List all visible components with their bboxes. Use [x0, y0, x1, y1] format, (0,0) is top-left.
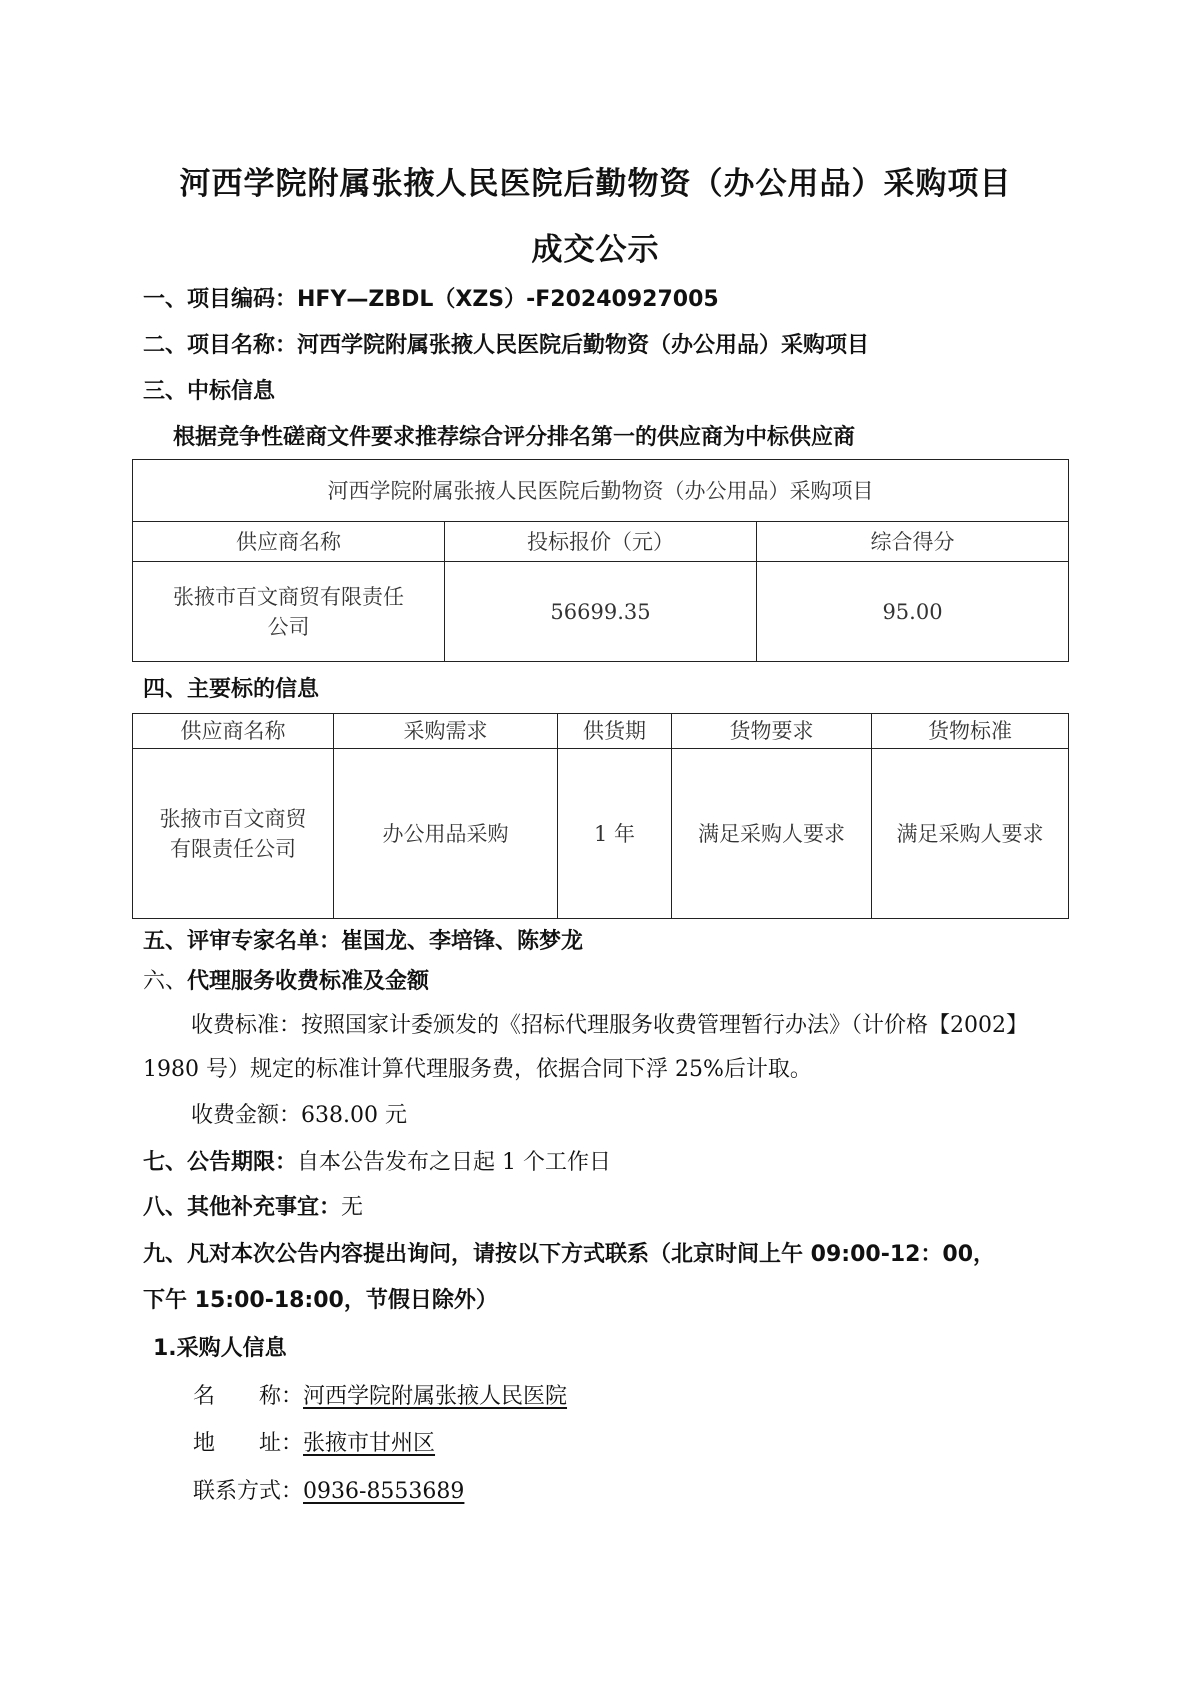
agency-fee-heading [143, 967, 429, 997]
header-requirement: 货物要求 [672, 714, 872, 749]
agency-fee-label: 代理服务收费标准及金额 [187, 969, 430, 994]
table-header-row [133, 522, 1069, 562]
project-name-value: 河西学院附属张掖人民医院后勤物资（办公用品）采购项目 [297, 333, 870, 358]
notice-period-line [143, 1148, 611, 1178]
cell-score: 95.00 [757, 562, 1069, 662]
bid-result-table [132, 459, 1069, 662]
other-matters-value: 无 [341, 1195, 364, 1220]
notice-period-value: 自本公告发布之日起 1 个工作日 [297, 1150, 611, 1175]
purchaser-contact-label: 联系方式： [193, 1479, 304, 1504]
header-demand: 采购需求 [334, 714, 558, 749]
document-subtitle: 成交公示 [531, 232, 660, 268]
other-matters-label: 八、其他补充事宜： [143, 1195, 342, 1220]
fee-standard-line1: 收费标准：按照国家计委颁发的《招标代理服务收费管理暂行办法》（计价格【2002】 [191, 1013, 1028, 1038]
table-row [133, 562, 1069, 662]
header-supplier: 供应商名称 [133, 522, 445, 562]
cell-supplier-line1: 张掖市百文商贸有限责任 [173, 584, 404, 609]
cell-supplier-line2: 有限责任公司 [170, 836, 296, 861]
purchaser-info-heading: 1.采购人信息 [153, 1336, 287, 1361]
project-code-value: HFY—ZBDL（XZS）-F20240927005 [297, 287, 719, 312]
bid-info-intro: 根据竞争性磋商文件要求推荐综合评分排名第一的供应商为中标供应商 [173, 425, 856, 450]
purchaser-address-line [193, 1429, 435, 1459]
fee-standard-line2: 1980 号）规定的标准计算代理服务费，依据合同下浮 25%后计取。 [143, 1057, 812, 1082]
purchaser-contact-line [193, 1477, 464, 1507]
header-score: 综合得分 [757, 522, 1069, 562]
contact-intro-line2: 下午 15:00-18:00，节假日除外） [143, 1288, 498, 1313]
cell-period: 1 年 [558, 749, 672, 919]
cell-supplier-line2: 公司 [267, 614, 310, 639]
cell-bid-price: 56699.35 [445, 562, 757, 662]
header-bid-price: 投标报价（元） [445, 522, 757, 562]
project-name-line [143, 331, 869, 361]
cell-supplier-line1: 张掖市百文商贸 [159, 806, 307, 831]
project-name-label: 二、项目名称： [143, 333, 298, 358]
header-period: 供货期 [558, 714, 672, 749]
table-caption: 河西学院附属张掖人民医院后勤物资（办公用品）采购项目 [133, 460, 1069, 522]
experts-line [143, 927, 583, 957]
fee-amount: 收费金额：638.00 元 [191, 1103, 407, 1128]
notice-period-label: 七、公告期限： [143, 1150, 298, 1175]
purchaser-address-label: 地 址： [193, 1431, 304, 1456]
purchaser-contact-value: 0936-8553689 [303, 1479, 465, 1504]
cell-supplier [133, 749, 334, 919]
table-caption-row [133, 460, 1069, 522]
cell-demand: 办公用品采购 [334, 749, 558, 919]
experts-label: 五、评审专家名单： [143, 929, 342, 954]
purchaser-name-line [193, 1382, 567, 1412]
purchaser-address-value: 张掖市甘州区 [303, 1431, 436, 1456]
purchaser-name-label: 名 称： [193, 1384, 304, 1409]
document-title: 河西学院附属张掖人民医院后勤物资（办公用品）采购项目 [179, 166, 1012, 202]
header-standard: 货物标准 [872, 714, 1069, 749]
section-main-items-heading: 四、主要标的信息 [143, 677, 320, 702]
experts-value: 崔国龙、李培锋、陈梦龙 [341, 929, 584, 954]
section-bid-info-heading: 三、中标信息 [143, 379, 276, 404]
cell-supplier [133, 562, 445, 662]
purchaser-name-value: 河西学院附属张掖人民医院 [303, 1384, 568, 1409]
contact-intro-line1: 九、凡对本次公告内容提出询问，请按以下方式联系（北京时间上午 09:00-12：00， [143, 1242, 996, 1267]
project-code-label: 一、项目编码： [143, 287, 298, 312]
table-header-row [133, 714, 1069, 749]
cell-standard: 满足采购人要求 [872, 749, 1069, 919]
other-matters-line [143, 1193, 363, 1223]
project-code-line [143, 285, 719, 315]
agency-fee-number: 六、 [143, 969, 188, 994]
main-items-table [132, 713, 1069, 919]
cell-requirement: 满足采购人要求 [672, 749, 872, 919]
header-supplier: 供应商名称 [133, 714, 334, 749]
table-row [133, 749, 1069, 919]
